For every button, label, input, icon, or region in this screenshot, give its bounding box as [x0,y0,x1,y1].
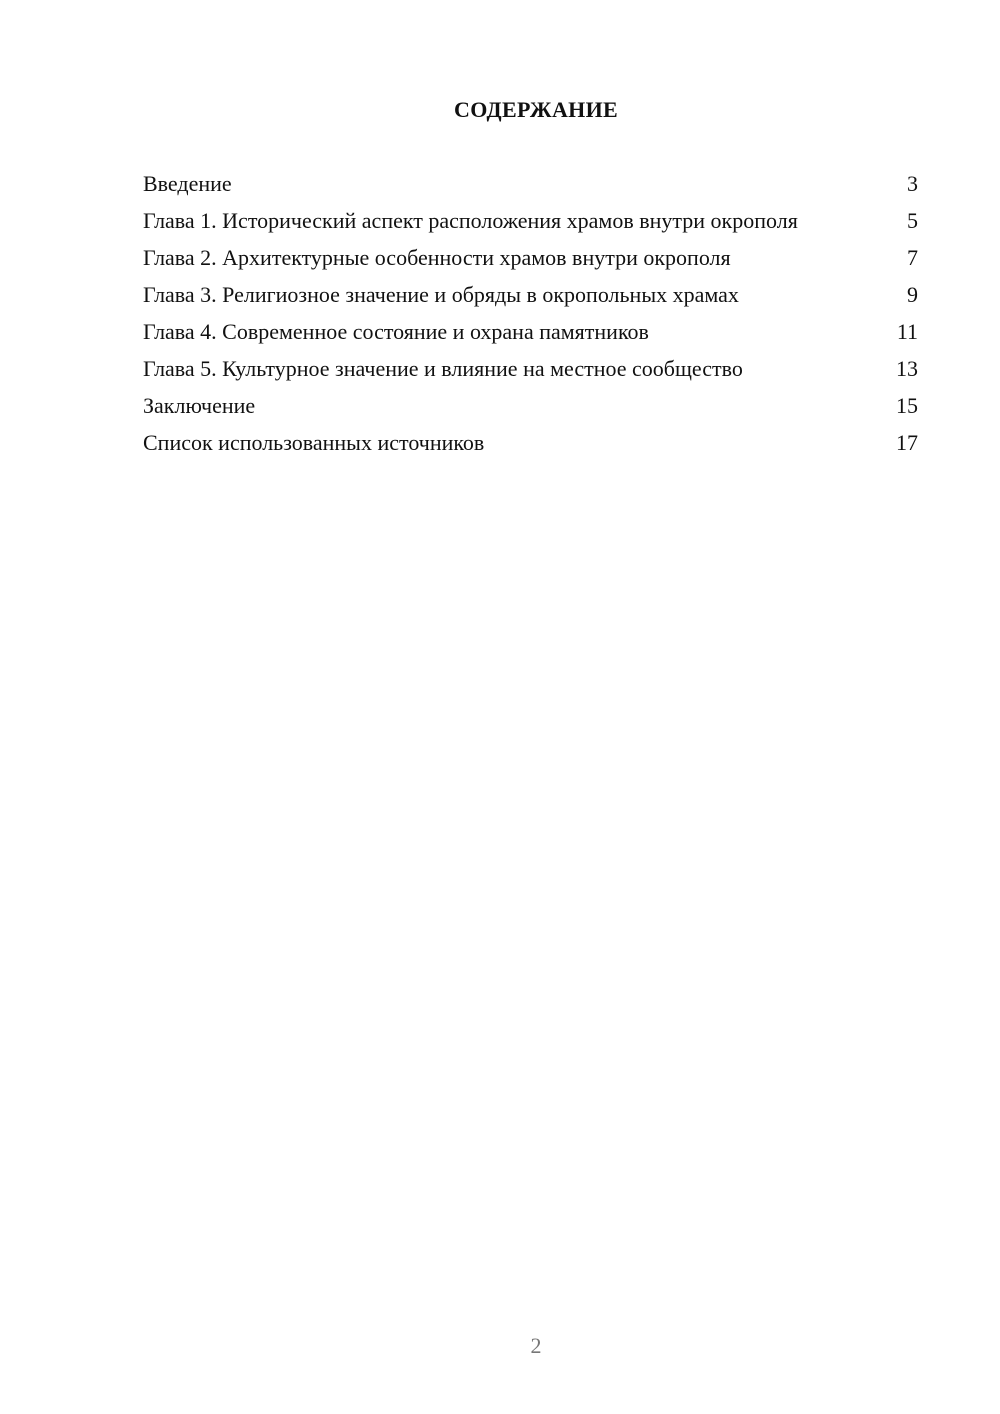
toc-entry-page: 3 [907,171,918,196]
toc-entry-page: 7 [907,245,918,270]
toc-entry-label: Глава 5. Культурное значение и влияние на местное сообщество [143,356,743,381]
toc-entry-label: Глава 2. Архитектурные особенности храмов внутри окрополя [143,245,731,270]
table-of-contents [143,170,918,466]
toc-entry-label: Глава 4. Современное состояние и охрана памятников [143,319,649,344]
toc-entry-conclusion[interactable] [143,392,918,420]
toc-entry-page: 13 [896,356,918,381]
toc-entry-page: 15 [896,393,918,418]
toc-entry-label: Глава 1. Исторический аспект расположения храмов внутри окрополя [143,208,798,233]
toc-entry-page: 17 [896,430,918,455]
toc-entry-label: Введение [143,171,232,196]
page-title: СОДЕРЖАНИЕ [454,97,618,122]
toc-entry-page: 9 [907,282,918,307]
toc-entry-label: Глава 3. Религиозное значение и обряды в окропольных храмах [143,282,739,307]
toc-entry-chapter-3[interactable] [143,281,918,309]
toc-entry-page: 5 [907,208,918,233]
toc-entry-chapter-2[interactable] [143,244,918,272]
toc-entry-label: Список использованных источников [143,430,485,455]
toc-entry-page: 11 [896,319,918,344]
toc-entry-chapter-1[interactable] [143,207,918,235]
toc-entry-chapter-4[interactable] [143,318,918,346]
toc-entry-chapter-5[interactable] [143,355,918,383]
page-number: 2 [530,1333,542,1358]
toc-entry-references[interactable] [143,429,918,457]
toc-entry-introduction[interactable] [143,170,918,198]
toc-entry-label: Заключение [143,393,256,418]
